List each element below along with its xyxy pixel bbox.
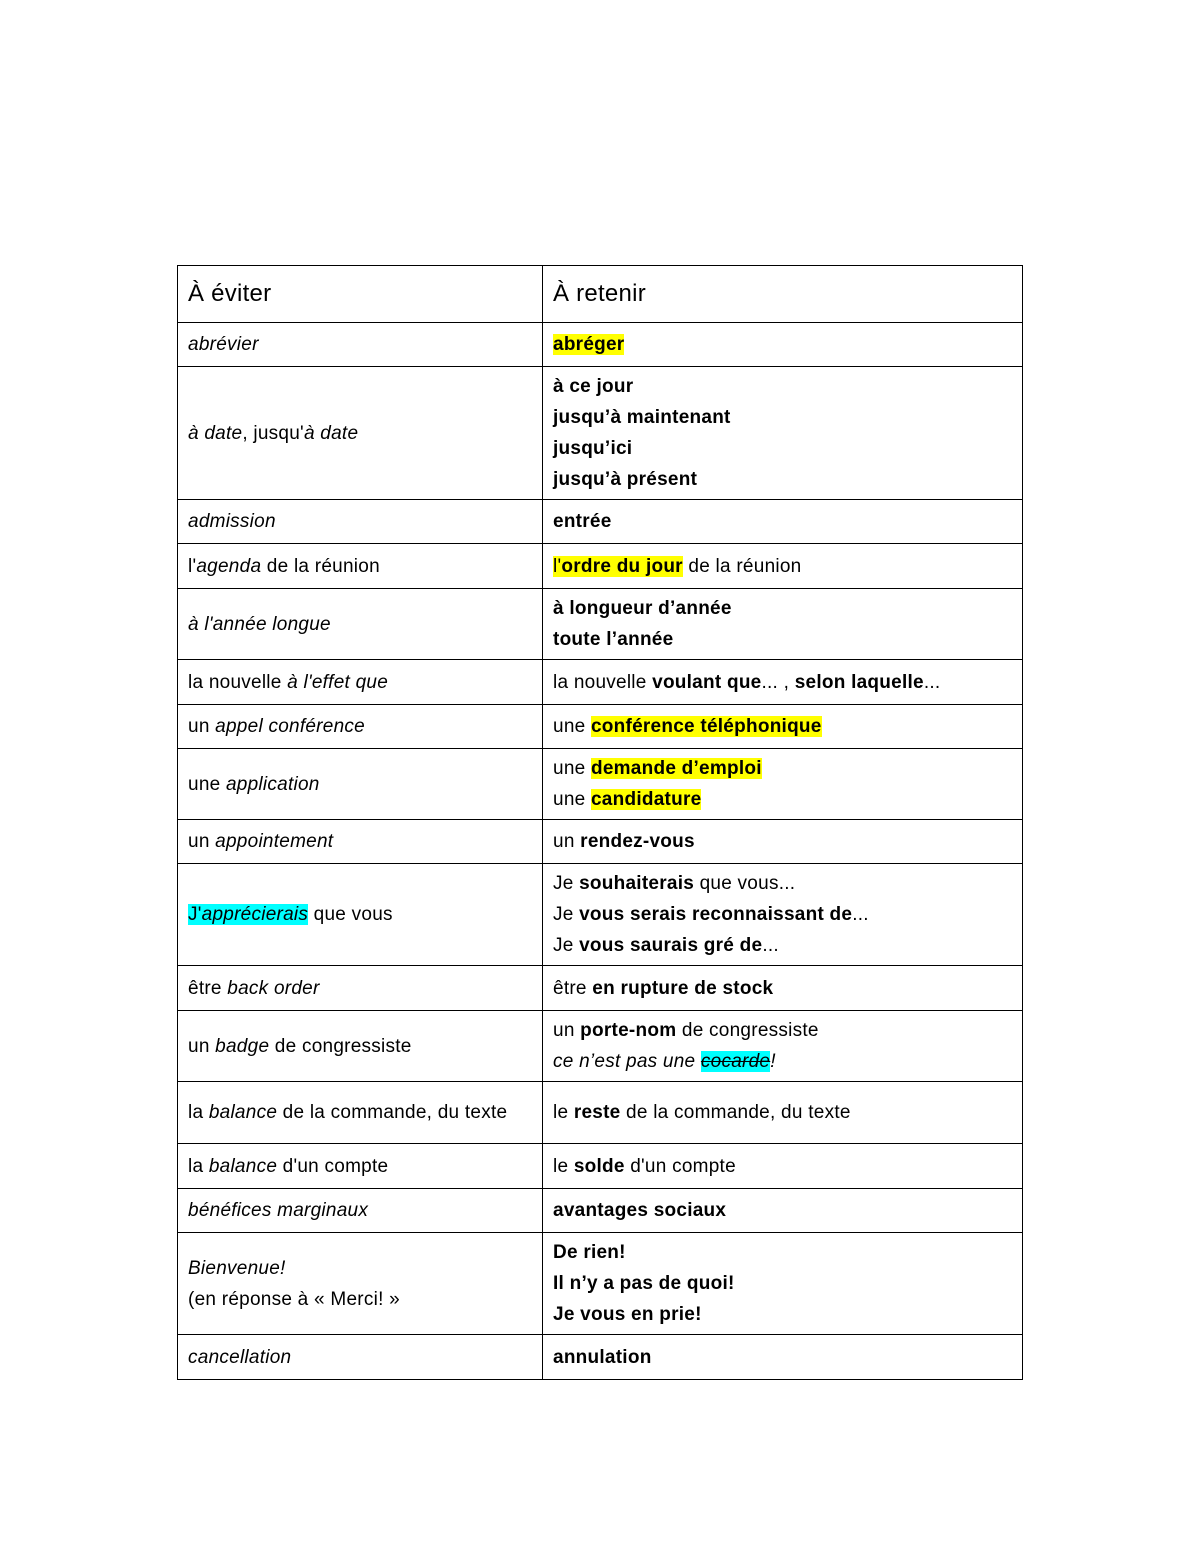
keep-cell xyxy=(543,1335,1023,1380)
keep-cell-line xyxy=(553,899,1012,930)
text-run: De rien! xyxy=(553,1242,626,1263)
text-run: cocarde xyxy=(700,1051,771,1072)
text-run: ... xyxy=(852,904,869,925)
text-run: entrée xyxy=(553,511,612,532)
keep-cell xyxy=(543,323,1023,367)
text-run: ordre du jour xyxy=(561,555,683,577)
text-run: que vous... xyxy=(694,873,796,894)
text-run: de la commande, du texte xyxy=(277,1102,508,1123)
text-run: apprécierais xyxy=(201,904,309,925)
text-run: back order xyxy=(227,977,320,999)
keep-cell-line xyxy=(553,551,1012,582)
avoid-cell xyxy=(178,500,543,544)
text-run: balance xyxy=(208,1102,278,1123)
text-run: ce n’est pas une xyxy=(553,1051,701,1072)
text-run: une xyxy=(553,716,591,737)
text-run: de la commande, du texte xyxy=(620,1102,851,1123)
keep-cell-line xyxy=(553,1097,1012,1128)
avoid-cell xyxy=(178,749,543,820)
text-run: Je xyxy=(553,935,580,956)
text-run: l' xyxy=(553,555,562,577)
keep-cell xyxy=(543,1082,1023,1144)
text-run: à date xyxy=(303,422,359,444)
avoid-cell xyxy=(178,1082,543,1144)
text-run: vous saurais gré de xyxy=(579,935,763,956)
text-run: appointement xyxy=(215,831,334,852)
avoid-cell xyxy=(178,1189,543,1233)
text-run: abrévier xyxy=(188,334,259,355)
text-run: à longueur d’année xyxy=(553,598,732,619)
keep-cell-line xyxy=(553,667,1012,698)
text-run: J' xyxy=(188,904,202,925)
keep-cell-line xyxy=(553,826,1012,857)
keep-cell-line xyxy=(553,433,1012,464)
text-run: être xyxy=(553,977,593,999)
keep-cell-line xyxy=(553,624,1012,655)
keep-cell-line xyxy=(553,973,1012,1004)
avoid-cell xyxy=(178,1233,543,1335)
keep-cell-line xyxy=(553,593,1012,624)
text-run: en rupture de stock xyxy=(592,977,774,999)
avoid-cell xyxy=(178,1144,543,1189)
table-row xyxy=(178,966,1023,1011)
keep-cell-line xyxy=(553,753,1012,784)
keep-cell-line xyxy=(553,1342,1012,1373)
table-row xyxy=(178,323,1023,367)
text-run: être xyxy=(188,977,228,999)
keep-cell xyxy=(543,589,1023,660)
text-run: ... xyxy=(923,671,941,693)
text-run: cancellation xyxy=(188,1346,292,1368)
keep-cell xyxy=(543,820,1023,864)
text-run: jusqu’à présent xyxy=(553,469,698,490)
text-run: selon laquelle xyxy=(794,671,924,693)
text-run: appel conférence xyxy=(215,716,365,737)
text-run: un xyxy=(188,831,216,852)
keep-cell xyxy=(543,1011,1023,1082)
avoid-cell-line xyxy=(188,667,532,698)
text-run: une xyxy=(188,773,226,795)
text-run: rendez-vous xyxy=(580,831,695,852)
avoid-cell xyxy=(178,544,543,589)
keep-cell-line xyxy=(553,1046,1012,1077)
text-run: ... xyxy=(762,935,779,956)
keep-cell-line xyxy=(553,1151,1012,1182)
table-header-row xyxy=(178,266,1023,323)
text-run: Je vous en prie! xyxy=(553,1304,702,1325)
keep-cell-line xyxy=(553,1237,1012,1268)
text-run: agenda xyxy=(196,555,262,577)
avoid-cell xyxy=(178,367,543,500)
avoid-cell-line xyxy=(188,973,532,1004)
header-avoid: À éviter xyxy=(178,266,543,323)
keep-cell-line xyxy=(553,784,1012,815)
avoid-cell-line xyxy=(188,609,532,640)
avoid-cell xyxy=(178,589,543,660)
keep-cell xyxy=(543,705,1023,749)
table-row xyxy=(178,589,1023,660)
avoid-cell xyxy=(178,660,543,705)
text-run: toute l’année xyxy=(553,629,674,650)
avoid-cell xyxy=(178,1011,543,1082)
keep-cell xyxy=(543,966,1023,1011)
text-run: porte-nom xyxy=(580,1020,677,1041)
table-row xyxy=(178,1233,1023,1335)
text-run: jusqu’ici xyxy=(553,438,633,459)
text-run: une xyxy=(553,789,591,810)
keep-cell-line xyxy=(553,930,1012,961)
avoid-cell-line xyxy=(188,769,532,800)
text-run: le xyxy=(553,1155,574,1177)
text-run: Bienvenue! xyxy=(188,1257,286,1279)
text-run: de la réunion xyxy=(261,555,380,577)
keep-cell-line xyxy=(553,506,1012,537)
text-run: un xyxy=(553,831,581,852)
avoid-cell-line xyxy=(188,1097,532,1128)
text-run: la nouvelle xyxy=(188,671,288,693)
text-run: à l'effet que xyxy=(287,671,389,693)
avoid-cell-line xyxy=(188,551,532,582)
text-run: badge xyxy=(215,1035,270,1057)
keep-cell-line xyxy=(553,1299,1012,1330)
text-run: le xyxy=(553,1102,574,1123)
text-run: annulation xyxy=(553,1346,652,1368)
table-row xyxy=(178,749,1023,820)
keep-cell-line xyxy=(553,329,1012,360)
avoid-cell xyxy=(178,1335,543,1380)
table-row xyxy=(178,705,1023,749)
avoid-cell xyxy=(178,705,543,749)
text-run: une xyxy=(553,758,591,779)
text-run: Je xyxy=(553,904,580,925)
text-run: demande d’emploi xyxy=(590,758,762,779)
text-run: un xyxy=(553,1020,581,1041)
avoid-cell-line xyxy=(188,899,532,930)
avoid-cell xyxy=(178,864,543,966)
table-row xyxy=(178,1011,1023,1082)
text-run: de congressiste xyxy=(676,1020,819,1041)
text-run: que vous xyxy=(308,904,393,925)
text-run: vous serais reconnaissant de xyxy=(579,904,853,925)
table-row xyxy=(178,500,1023,544)
keep-cell xyxy=(543,544,1023,589)
text-run: Je xyxy=(553,873,580,894)
table-body xyxy=(178,266,1023,1380)
table-row xyxy=(178,544,1023,589)
text-run: Il n’y a pas de quoi! xyxy=(553,1273,735,1294)
keep-cell xyxy=(543,1144,1023,1189)
text-run: à ce jour xyxy=(553,376,634,397)
avoid-cell-line xyxy=(188,1031,532,1062)
keep-cell xyxy=(543,864,1023,966)
table-row xyxy=(178,367,1023,500)
keep-cell-line xyxy=(553,1268,1012,1299)
text-run: à date xyxy=(188,422,243,444)
keep-cell xyxy=(543,367,1023,500)
avoid-cell xyxy=(178,323,543,367)
text-run: de congressiste xyxy=(269,1035,412,1057)
text-run: bénéfices marginaux xyxy=(188,1200,369,1221)
keep-cell-line xyxy=(553,711,1012,742)
table-row xyxy=(178,864,1023,966)
text-run: jusqu’à maintenant xyxy=(553,407,731,428)
keep-cell xyxy=(543,749,1023,820)
avoid-cell-line xyxy=(188,329,532,360)
text-run: de la réunion xyxy=(682,555,802,577)
keep-cell xyxy=(543,1189,1023,1233)
text-run: candidature xyxy=(590,789,702,810)
text-run: abréger xyxy=(553,334,625,355)
text-run: d'un compte xyxy=(277,1155,389,1177)
avoid-cell-line xyxy=(188,1284,532,1315)
text-run: ! xyxy=(770,1051,776,1072)
keep-cell-line xyxy=(553,1195,1012,1226)
text-run: balance xyxy=(208,1155,278,1177)
text-run: d'un compte xyxy=(624,1155,736,1177)
avoid-cell-line xyxy=(188,1195,532,1226)
table-row xyxy=(178,1082,1023,1144)
text-run: conférence téléphonique xyxy=(590,716,822,737)
table-row xyxy=(178,660,1023,705)
text-run: l' xyxy=(188,555,197,577)
keep-cell xyxy=(543,500,1023,544)
header-keep: À retenir xyxy=(543,266,1023,323)
text-run: un xyxy=(188,716,216,737)
text-run: la nouvelle xyxy=(553,671,653,693)
table-row xyxy=(178,1335,1023,1380)
table-row xyxy=(178,1144,1023,1189)
keep-cell-line xyxy=(553,371,1012,402)
text-run: souhaiterais xyxy=(579,873,695,894)
avoid-cell xyxy=(178,966,543,1011)
text-run: à l'année longue xyxy=(188,613,331,635)
vocabulary-table xyxy=(177,265,1023,1380)
avoid-cell-line xyxy=(188,506,532,537)
avoid-cell-line xyxy=(188,418,532,449)
text-run: ... , xyxy=(761,671,795,693)
avoid-cell xyxy=(178,820,543,864)
keep-cell-line xyxy=(553,1015,1012,1046)
text-run: voulant que xyxy=(652,671,762,693)
text-run: reste xyxy=(573,1102,621,1123)
text-run: (en réponse à « Merci! » xyxy=(188,1288,400,1310)
keep-cell-line xyxy=(553,868,1012,899)
table-row xyxy=(178,820,1023,864)
text-run: admission xyxy=(188,511,276,532)
text-run: application xyxy=(225,773,320,795)
avoid-cell-line xyxy=(188,1253,532,1284)
text-run: un xyxy=(188,1035,216,1057)
text-run: avantages sociaux xyxy=(553,1200,727,1221)
text-run: la xyxy=(188,1155,209,1177)
keep-cell xyxy=(543,660,1023,705)
text-run: solde xyxy=(573,1155,625,1177)
keep-cell-line xyxy=(553,464,1012,495)
avoid-cell-line xyxy=(188,826,532,857)
text-run: la xyxy=(188,1102,209,1123)
avoid-cell-line xyxy=(188,1342,532,1373)
text-run: , jusqu' xyxy=(242,422,304,444)
avoid-cell-line xyxy=(188,711,532,742)
keep-cell-line xyxy=(553,402,1012,433)
avoid-cell-line xyxy=(188,1151,532,1182)
table-row xyxy=(178,1189,1023,1233)
keep-cell xyxy=(543,1233,1023,1335)
